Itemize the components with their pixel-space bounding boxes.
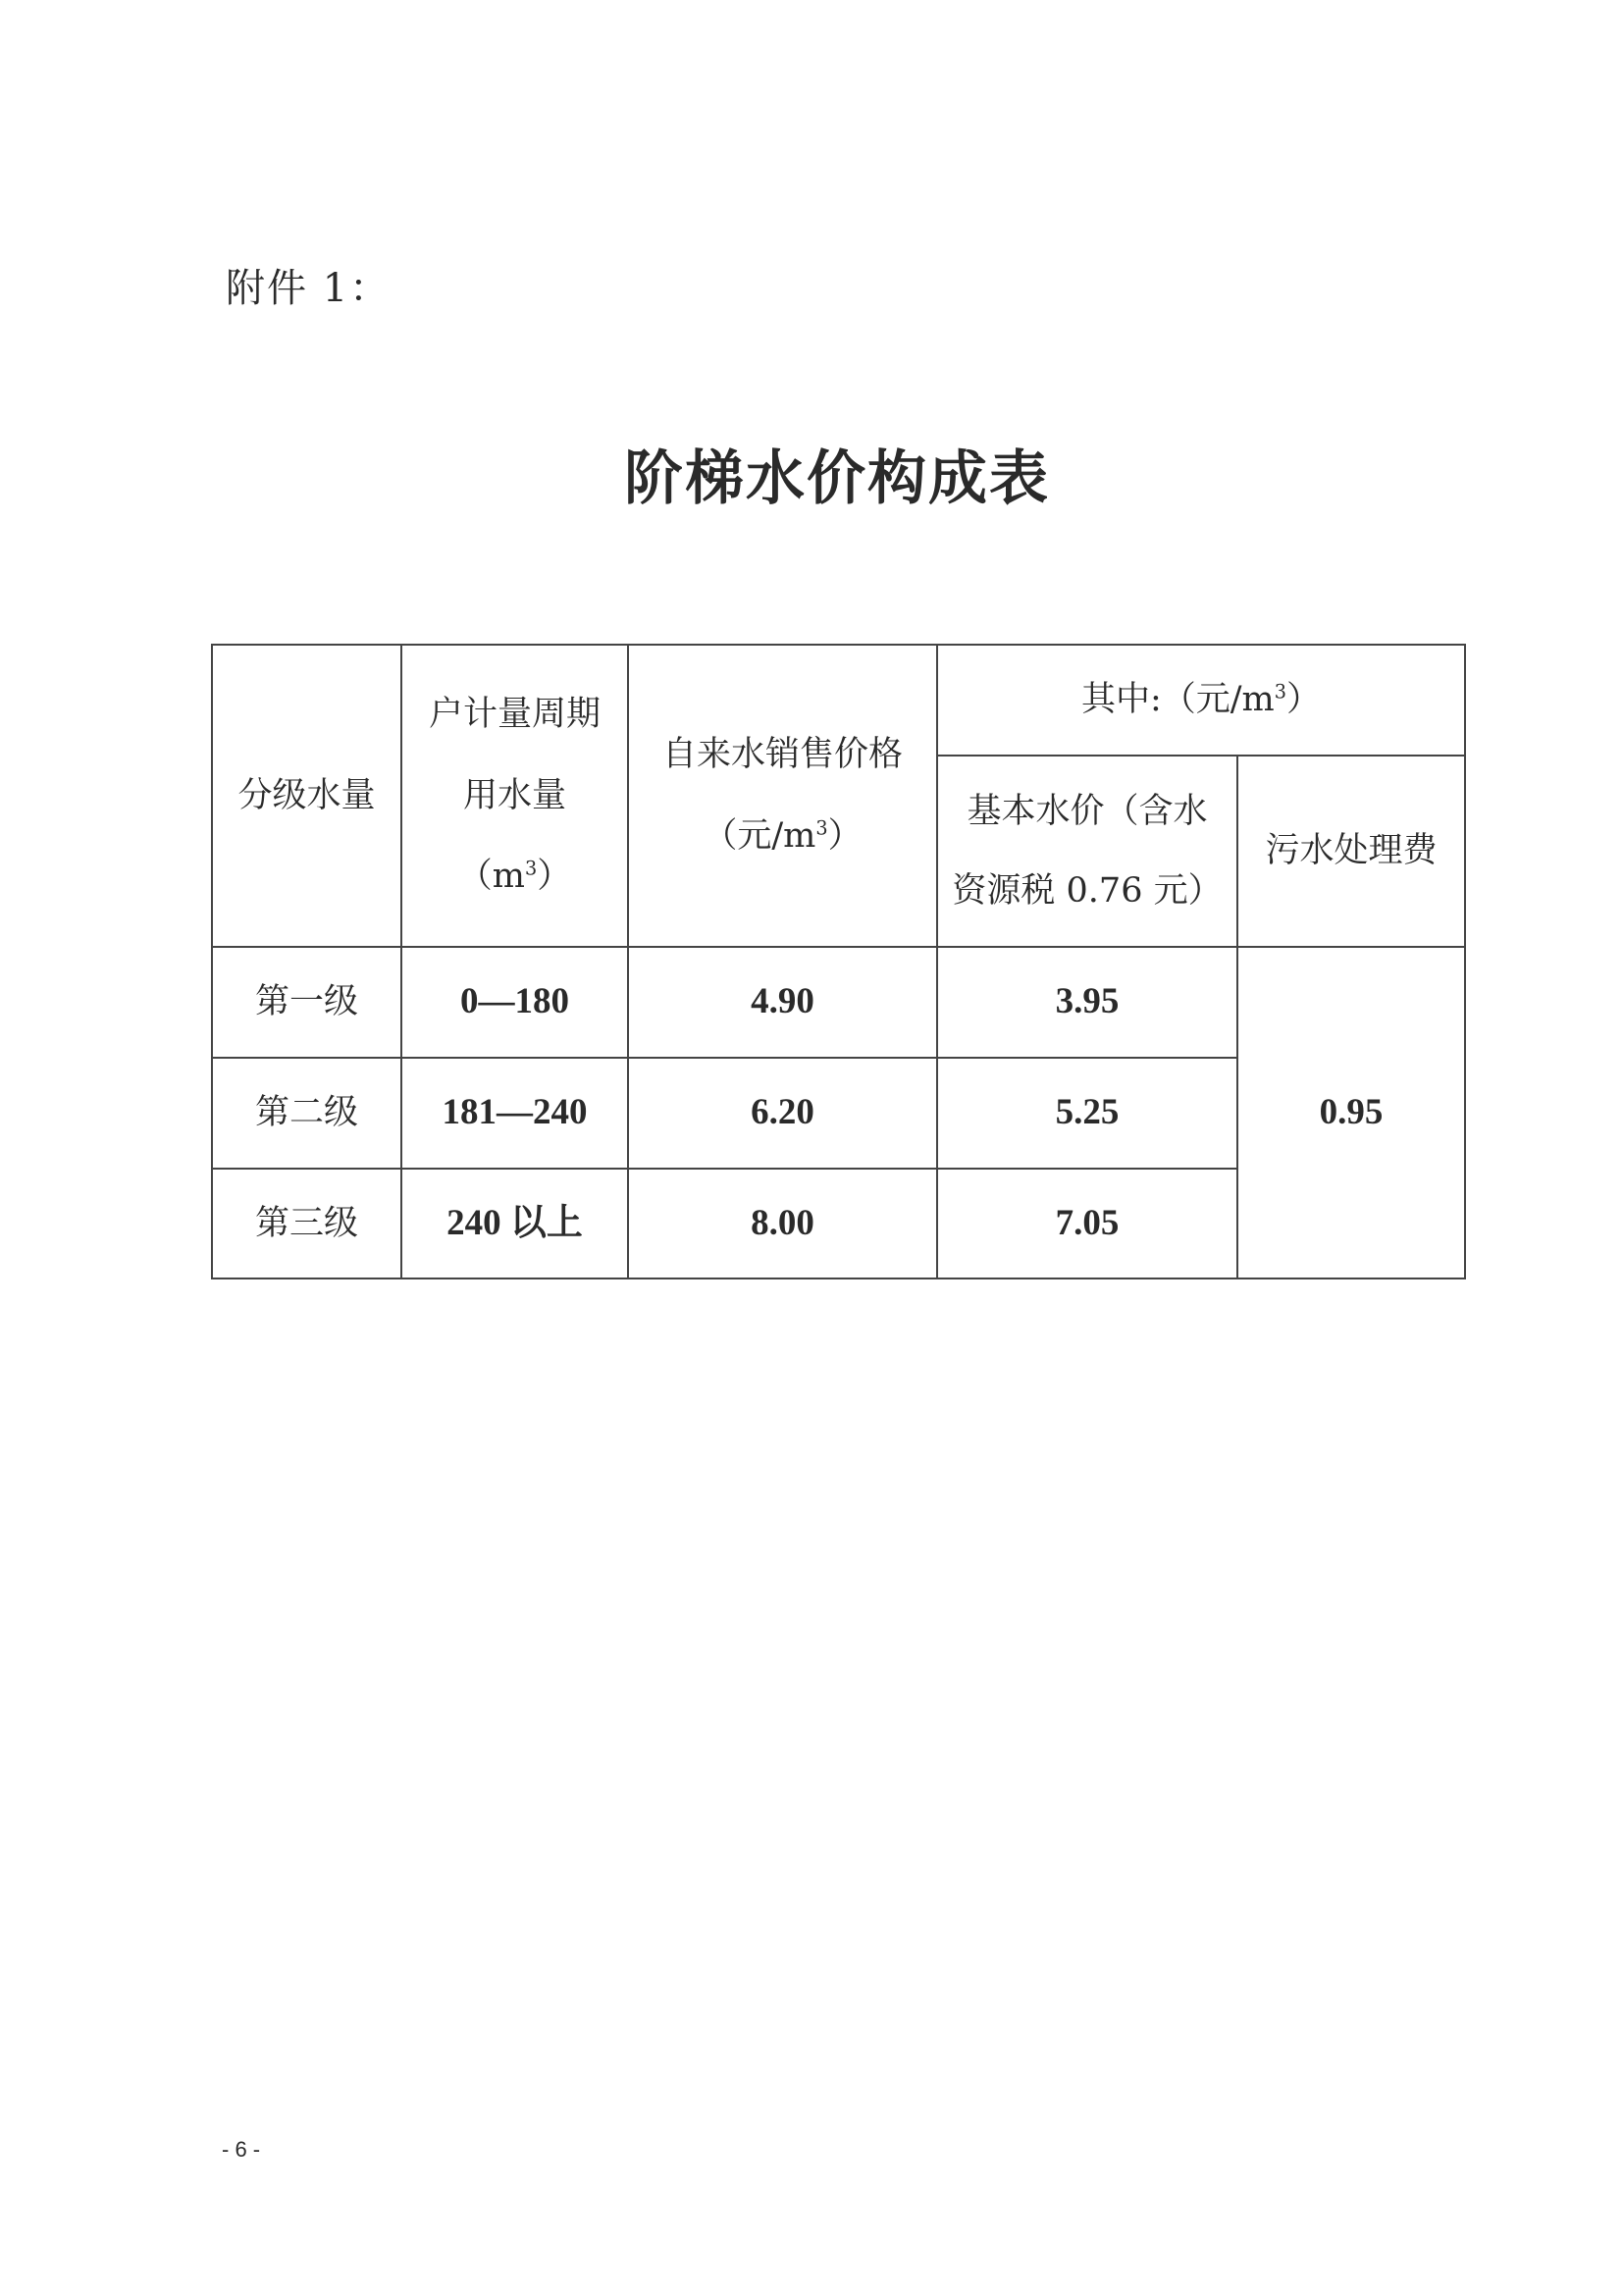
cell-volume: 181—240 [401,1058,628,1169]
unit-sup: 3 [815,816,828,840]
header-sewage: 污水处理费 [1237,756,1465,947]
header-price-line1: 自来水销售价格 [661,735,903,775]
cell-tier: 第三级 [212,1169,401,1278]
unit-sup: 3 [524,857,538,880]
of-which-text: 其中:（元/m [1080,680,1275,720]
unit-close: ） [537,857,572,897]
basic-line2: 资源税 0.76 元） [952,870,1223,911]
cell-volume: 0—180 [401,947,628,1058]
unit-close: ） [827,816,863,856]
cell-volume: 240 以上 [401,1169,628,1278]
cell-price: 6.20 [628,1058,937,1169]
cell-sewage-fee: 0.95 [1237,947,1465,1278]
table-row [212,947,1465,1058]
cell-price: 4.90 [628,947,937,1058]
header-basic-price [937,756,1237,947]
header-tier: 分级水量 [212,645,401,947]
header-volume [401,645,628,947]
cell-price: 8.00 [628,1169,937,1278]
header-price-unit [629,805,936,868]
tiered-water-price-table [211,644,1466,1279]
page-number: - 6 - [222,2137,261,2162]
basic-line1: 基本水价（含水 [967,791,1208,831]
header-volume-unit [402,845,627,909]
cell-tier: 第二级 [212,1058,401,1169]
header-of-which [937,645,1465,756]
unit-sup: 3 [1274,680,1286,704]
header-price [628,645,937,947]
unit-close: ） [1286,680,1322,720]
cell-basic: 7.05 [937,1169,1237,1278]
cell-tier: 第一级 [212,947,401,1058]
unit-text: （元/m [703,816,816,856]
attachment-label: 附件 1： [226,266,392,311]
cell-basic: 5.25 [937,1058,1237,1169]
header-volume-line1: 户计量周期 [428,694,601,734]
header-volume-line2: 用水量 [462,775,566,815]
page-title: 阶梯水价构成表 [624,444,1050,513]
unit-text: （m [457,857,525,897]
cell-basic: 3.95 [937,947,1237,1058]
